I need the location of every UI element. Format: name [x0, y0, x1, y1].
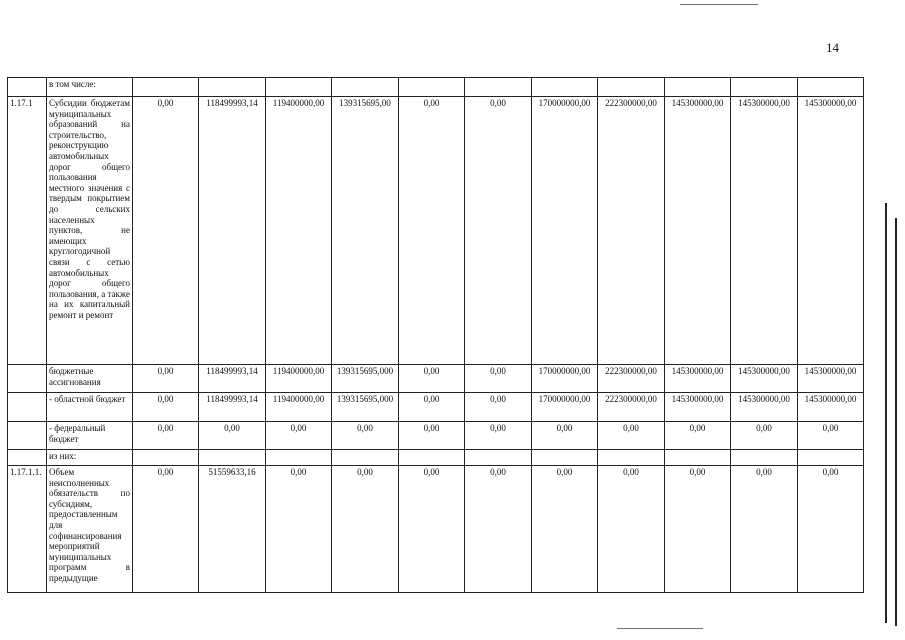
value-cell: 118499993,14	[199, 97, 266, 365]
table-cell	[266, 78, 332, 97]
value-cell: 145300000,00	[798, 393, 864, 422]
value-cell: 0,00	[731, 422, 798, 450]
value-cell: 119400000,00	[266, 365, 332, 393]
table-row	[8, 466, 864, 593]
table-cell	[199, 450, 266, 466]
value-cell: 145300000,00	[665, 393, 731, 422]
value-cell: 0,00	[399, 97, 465, 365]
value-cell: 145300000,00	[665, 365, 731, 393]
table-cell	[399, 78, 465, 97]
table-cell	[8, 422, 47, 450]
value-cell: 222300000,00	[598, 365, 665, 393]
row-code: 1.17.1	[8, 97, 47, 365]
table-cell	[133, 450, 199, 466]
value-cell: 0,00	[399, 466, 465, 593]
table-cell	[332, 450, 399, 466]
scan-edge-line	[885, 203, 887, 623]
table-cell	[465, 450, 532, 466]
value-cell: 145300000,00	[798, 97, 864, 365]
table-cell	[399, 450, 465, 466]
value-cell: 0,00	[532, 422, 598, 450]
table-cell	[332, 78, 399, 97]
value-cell: 0,00	[731, 466, 798, 593]
value-cell: 0,00	[332, 466, 399, 593]
table-cell	[266, 450, 332, 466]
value-cell: 0,00	[532, 466, 598, 593]
budget-table	[7, 77, 864, 593]
value-cell: 145300000,00	[798, 365, 864, 393]
table-cell	[199, 78, 266, 97]
value-cell: 118499993,14	[199, 365, 266, 393]
value-cell: 0,00	[133, 365, 199, 393]
table-cell	[465, 78, 532, 97]
table-row	[8, 97, 864, 365]
table-cell	[798, 78, 864, 97]
value-cell: 0,00	[598, 466, 665, 593]
table-cell	[532, 78, 598, 97]
value-cell: 145300000,00	[731, 393, 798, 422]
value-cell: 170000000,00	[532, 97, 598, 365]
value-cell: 51559633,16	[199, 466, 266, 593]
value-cell: 0,00	[266, 466, 332, 593]
value-cell: 0,00	[465, 422, 532, 450]
table-cell	[665, 78, 731, 97]
value-cell: 119400000,00	[266, 97, 332, 365]
scan-mark-bottom	[617, 628, 703, 629]
value-cell: 0,00	[798, 422, 864, 450]
table-row	[8, 450, 864, 466]
value-cell: 118499993,14	[199, 393, 266, 422]
value-cell: 0,00	[465, 365, 532, 393]
table-cell	[532, 450, 598, 466]
scan-mark-top	[680, 4, 758, 5]
row-label: бюджетные ассигнования	[47, 365, 133, 393]
value-cell: 0,00	[332, 422, 399, 450]
value-cell: 139315695,000	[332, 365, 399, 393]
value-cell: 0,00	[399, 422, 465, 450]
table-row	[8, 422, 864, 450]
value-cell: 0,00	[465, 393, 532, 422]
value-cell: 145300000,00	[731, 97, 798, 365]
table-cell	[731, 78, 798, 97]
value-cell: 0,00	[266, 422, 332, 450]
table-cell	[8, 393, 47, 422]
value-cell: 145300000,00	[665, 97, 731, 365]
table-row	[8, 78, 864, 97]
value-cell: 222300000,00	[598, 393, 665, 422]
table-cell	[731, 450, 798, 466]
table-row	[8, 365, 864, 393]
value-cell: 0,00	[665, 466, 731, 593]
table-cell	[8, 365, 47, 393]
value-cell: 0,00	[665, 422, 731, 450]
row-code: 1.17.1.1.	[8, 466, 47, 593]
value-cell: 170000000,00	[532, 365, 598, 393]
page-number: 14	[826, 40, 839, 55]
value-cell: 0,00	[598, 422, 665, 450]
row-label: - федеральный бюджет	[47, 422, 133, 450]
scan-edge-line	[895, 218, 897, 626]
row-description: Объем неисполненных обязательств по субсидиям, предоставленным для софинансирования мероприятий муниципальных программ в предыдущие	[47, 466, 133, 593]
table-cell	[798, 450, 864, 466]
value-cell: 170000000,00	[532, 393, 598, 422]
value-cell: 139315695,00	[332, 97, 399, 365]
table-cell	[8, 450, 47, 466]
value-cell: 0,00	[465, 466, 532, 593]
value-cell: 0,00	[399, 393, 465, 422]
table-cell	[598, 78, 665, 97]
value-cell: 139315695,000	[332, 393, 399, 422]
value-cell: 0,00	[199, 422, 266, 450]
value-cell: 0,00	[133, 97, 199, 365]
in-that-number-label: в том числе:	[47, 78, 133, 97]
value-cell: 0,00	[399, 365, 465, 393]
table-row	[8, 393, 864, 422]
of-which-label: из них:	[47, 450, 133, 466]
value-cell: 222300000,00	[598, 97, 665, 365]
value-cell: 0,00	[798, 466, 864, 593]
value-cell: 145300000,00	[731, 365, 798, 393]
table-cell	[598, 450, 665, 466]
value-cell: 119400000,00	[266, 393, 332, 422]
table-cell	[8, 78, 47, 97]
value-cell: 0,00	[133, 422, 199, 450]
value-cell: 0,00	[133, 466, 199, 593]
row-label: - областной бюджет	[47, 393, 133, 422]
value-cell: 0,00	[133, 393, 199, 422]
row-description: Субсидии бюджетам муниципальных образований на строительство, реконструкцию автомобильных дорог общего пользования местного значения с твердым покрытием до сельских населенных пунктов, не имеющих круглогодичной связи с сетью автомобильных дорог общего пользования, а также на их капитальный ремонт и ремонт	[47, 97, 133, 365]
value-cell: 0,00	[465, 97, 532, 365]
table-cell	[665, 450, 731, 466]
table-cell	[133, 78, 199, 97]
